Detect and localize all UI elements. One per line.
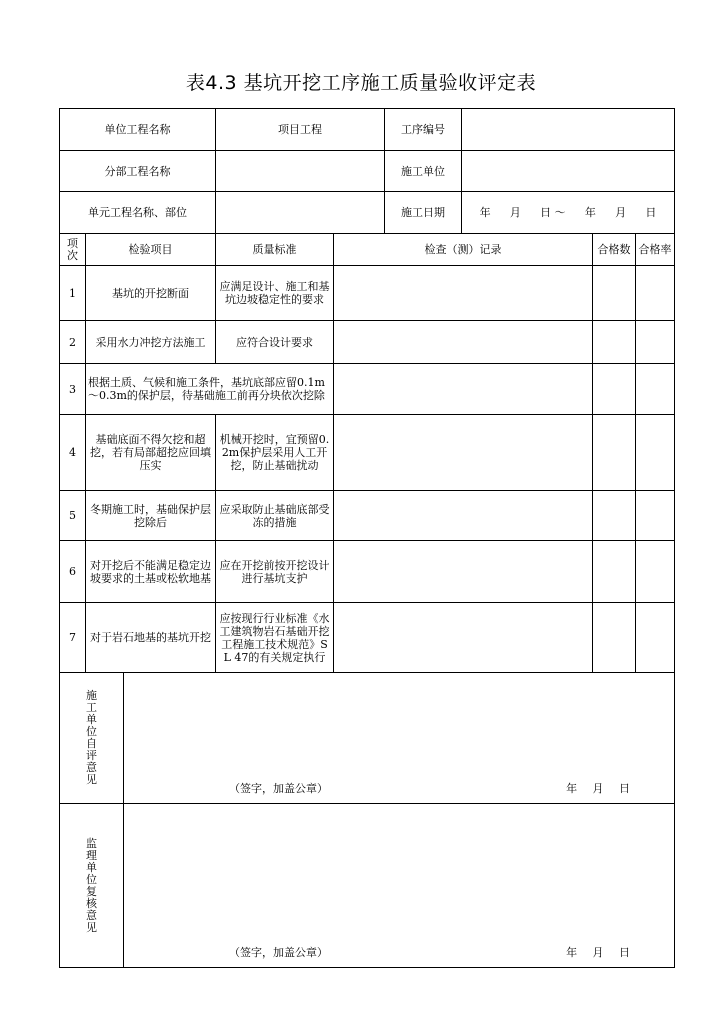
table-row [60,541,675,603]
table-row [60,415,675,491]
row-rate-field[interactable] [636,491,675,541]
col-inspection-item: 检验项目 [86,234,216,266]
contractor-sign-label: （签字，加盖公章） [229,782,328,795]
row-item: 对于岩石地基的基坑开挖 [86,603,216,673]
division-label: 分部工程名称 [60,151,216,192]
row-rate-field[interactable] [636,603,675,673]
process-no-label: 工序编号 [385,109,462,151]
row-no: 6 [60,541,86,603]
construction-unit-label: 施工单位 [385,151,462,192]
row-count-field[interactable] [593,321,636,364]
row-standard: 机械开挖时，宜预留0.2m保护层采用人工开挖，防止基础扰动 [216,415,334,491]
contractor-sign-date: 年 月 日 [566,782,631,795]
row-count-field[interactable] [593,415,636,491]
row-no: 4 [60,415,86,491]
row-item: 基坑的开挖断面 [86,266,216,321]
header-row-division [60,151,675,192]
col-item-no: 项次 [60,234,86,266]
table-row [60,491,675,541]
row-record-field[interactable] [334,266,593,321]
col-quality-standard: 质量标准 [216,234,334,266]
supervisor-opinion-label: 监理单位复核意见 [60,804,124,968]
row-item: 采用水力冲挖方法施工 [86,321,216,364]
row-count-field[interactable] [593,266,636,321]
row-item: 基础底面不得欠挖和超挖，若有局部超挖应回填压实 [86,415,216,491]
row-item: 冬期施工时，基础保护层挖除后 [86,491,216,541]
row-rate-field[interactable] [636,364,675,415]
supervisor-opinion-field[interactable] [124,804,675,968]
table-row [60,266,675,321]
date-day-end: 日 [645,206,657,219]
date-day-start: 日 ～ [540,206,566,219]
row-standard: 应按现行行业标准《水工建筑物岩石基础开挖工程施工技术规范》SL 47的有关规定执行 [216,603,334,673]
row-count-field[interactable] [593,541,636,603]
row-no: 1 [60,266,86,321]
row-count-field[interactable] [593,603,636,673]
row-no: 7 [60,603,86,673]
contractor-opinion-field[interactable] [124,673,675,804]
row-standard: 应满足设计、施工和基坑边坡稳定性的要求 [216,266,334,321]
row-standard: 应符合设计要求 [216,321,334,364]
unit-project-label: 单位工程名称 [60,109,216,151]
col-qualified-rate: 合格率 [636,234,675,266]
element-label: 单元工程名称、部位 [60,192,216,234]
row-no: 3 [60,364,86,415]
row-rate-field[interactable] [636,415,675,491]
col-qualified-count: 合格数 [593,234,636,266]
row-rate-field[interactable] [636,321,675,364]
date-year-end: 年 [584,206,596,219]
col-inspection-record: 检查（测）记录 [334,234,593,266]
date-month-start: 月 [509,206,521,219]
row-record-field[interactable] [334,541,593,603]
row-count-field[interactable] [593,491,636,541]
table-row [60,603,675,673]
column-header-row [60,234,675,266]
date-month-end: 月 [615,206,627,219]
contractor-opinion-label: 施工单位自评意见 [60,673,124,804]
construction-unit-field[interactable] [462,151,675,192]
row-record-field[interactable] [334,364,593,415]
row-standard: 应在开挖前按开挖设计进行基坑支护 [216,541,334,603]
opinion-row-contractor [60,673,675,804]
row-rate-field[interactable] [636,541,675,603]
row-merged-item: 根据土质、气候和施工条件，基坑底部应留0.1m～0.3m的保护层，待基础施工前再分块依次挖除 [86,364,334,415]
row-record-field[interactable] [334,415,593,491]
opinion-row-supervisor [60,804,675,968]
row-count-field[interactable] [593,364,636,415]
division-field[interactable] [216,151,385,192]
element-field[interactable] [216,192,385,234]
construction-date-field[interactable] [462,192,675,234]
row-record-field[interactable] [334,491,593,541]
process-no-field[interactable] [462,109,675,151]
supervisor-sign-date: 年 月 日 [566,946,631,959]
row-record-field[interactable] [334,603,593,673]
row-no: 2 [60,321,86,364]
inspection-form-table [59,108,675,968]
supervisor-sign-label: （签字，加盖公章） [229,946,328,959]
date-year-start: 年 [479,206,491,219]
row-standard: 应采取防止基础底部受冻的措施 [216,491,334,541]
page-title: 表4.3 基坑开挖工序施工质量验收评定表 [185,72,537,94]
row-record-field[interactable] [334,321,593,364]
construction-date-label: 施工日期 [385,192,462,234]
table-row [60,364,675,415]
unit-project-value[interactable]: 项目工程 [216,109,385,151]
header-row-unit-project [60,109,675,151]
row-rate-field[interactable] [636,266,675,321]
table-row [60,321,675,364]
row-no: 5 [60,491,86,541]
header-row-element [60,192,675,234]
row-item: 对开挖后不能满足稳定边坡要求的土基或松软地基 [86,541,216,603]
